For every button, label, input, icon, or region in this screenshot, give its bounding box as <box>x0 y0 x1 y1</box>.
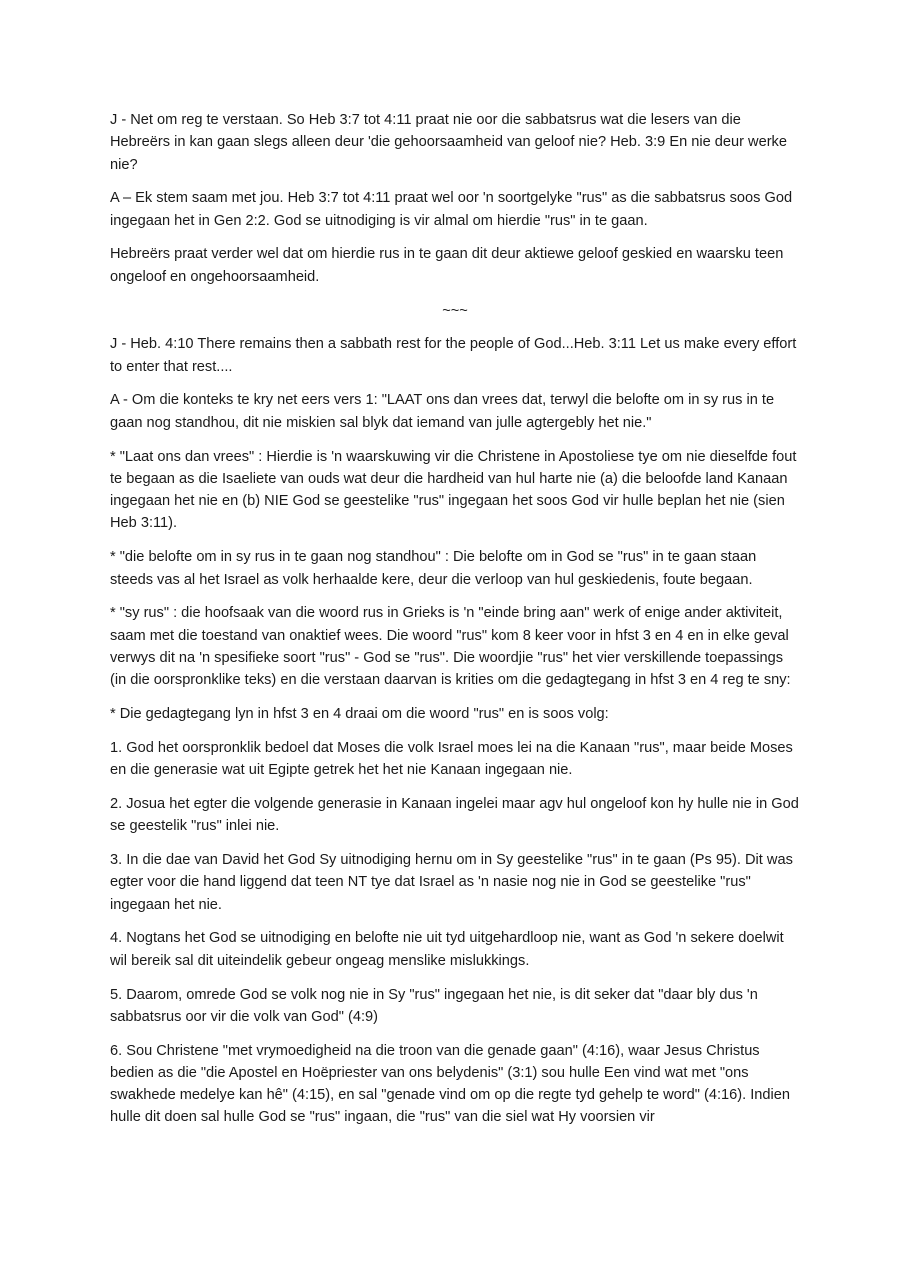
paragraph-answer-agree: A – Ek stem saam met jou. Heb 3:7 tot 4:11 praat wel oor 'n soortgelyke "rus" as die sabbatsrus soos God ingegaan het in Gen 2:2. God se uitnodiging is vir almal om hierdie "rus" in te gaan. <box>110 190 793 229</box>
paragraph-question-heb-4-10: J - Heb. 4:10 There remains then a sabbath rest for the people of God...Heb. 3:11 Let us make every effort to enter that rest.... <box>110 336 797 375</box>
list-item-3: 3. In die dae van David het God Sy uitnodiging hernu om in Sy geestelike "rus" in te gaan (Ps 95). Dit was egter voor die hand liggend dat teen NT tye dat Israel as 'n nasie nog nie in God se geestelike "rus" ingegaan het nie. <box>110 852 793 913</box>
list-item-1: 1. God het oorspronklik bedoel dat Moses die volk Israel moes lei na die Kanaan "rus", maar beide Moses en die generasie wat uit Egipte getrek het het nie Kanaan ingegaan nie. <box>110 739 793 779</box>
paragraph-answer-context: A - Om die konteks te kry net eers vers 1: "LAAT ons dan vrees dat, terwyl die belofte om in sy rus in te gaan nog standhou, dit nie miskien sal blyk dat iemand van julle agtergebly het nie." <box>110 392 775 431</box>
paragraph-bullet-laat-ons-vrees: * "Laat ons dan vrees" : Hierdie is 'n waarskuwing vir die Christene in Apostoliese tye om nie dieselfde fout te begaan as die Isaeliete van ouds wat deur die hardheid van hul harte nie (a) die beloofde land Kanaan ingegaan het nie en (b) NIE God se geestelike "rus" ingegaan het soos God vir hulle beplan het nie (sien Heb 3:11). <box>110 448 797 532</box>
section-separator: ~~~ <box>442 302 468 319</box>
paragraph-question-heb-3-7: J - Net om reg te verstaan. So Heb 3:7 tot 4:11 praat nie oor die sabbatsrus wat die lesers van die Hebreërs in kan gaan slegs alleen deur 'die gehoorsaamheid van geloof nie? Heb. 3:9 En nie deur werke nie? <box>110 112 787 173</box>
list-item-5: 5. Daarom, omrede God se volk nog nie in Sy "rus" ingegaan het nie, is dit seker dat "daar bly dus 'n sabbatsrus oor vir die volk van God" (4:9) <box>110 986 758 1025</box>
paragraph-bullet-gedagtegang: * Die gedagtegang lyn in hfst 3 en 4 draai om die woord "rus" en is soos volg: <box>110 706 609 723</box>
paragraph-active-faith: Hebreërs praat verder wel dat om hierdie rus in te gaan dit deur aktiewe geloof geskied en waarsku teen ongeloof en ongehoorsaamheid. <box>110 246 784 285</box>
list-item-2: 2. Josua het egter die volgende generasie in Kanaan ingelei maar agv hul ongeloof kon hy hulle nie in God se geestelik "rus" inlei nie. <box>110 795 799 835</box>
paragraph-bullet-belofte: * "die belofte om in sy rus in te gaan nog standhou" : Die belofte om in God se "rus" in te gaan staan steeds vas al het Israel as volk herhaalde kere, deur die verloop van hul geskiedenis, foute begaan. <box>110 549 757 588</box>
document-body <box>110 109 800 1140</box>
list-item-4: 4. Nogtans het God se uitnodiging en belofte nie uit tyd uitgehardloop nie, want as God 'n sekere doelwit wil bereik sal dit uiteindelik gebeur ongeag menslike mislukkings. <box>110 930 784 969</box>
list-item-6: 6. Sou Christene "met vrymoedigheid na die troon van die genade gaan" (4:16), waar Jesus Christus bedien as die "die Apostel en Hoëpriester van ons belydenis" (3:1) sou hulle Een vind wat met "ons swakhede medelye kan hê" (4:15), en sal "genade vind om op die regte tyd gehelp te word" (4:16). Indien hulle dit doen sal hulle God se "rus" ingaan, die "rus" van die siel wat Hy voorsien vir <box>110 1042 790 1126</box>
paragraph-bullet-sy-rus: * "sy rus" : die hoofsaak van die woord rus in Grieks is 'n "einde bring aan" werk of enige ander aktiviteit, saam met die toestand van onaktief wees. Die woord "rus" kom 8 keer voor in hfst 3 en 4 en in elke geval verwys dit na 'n spesifieke soort "rus" - God se "rus". Die woordjie "rus" het vier verskillende toepassings (in die oorspronklike teks) en die verstaan daarvan is krities om die gedagtegang in hfst 3 en 4 reg te sny: <box>110 605 791 689</box>
